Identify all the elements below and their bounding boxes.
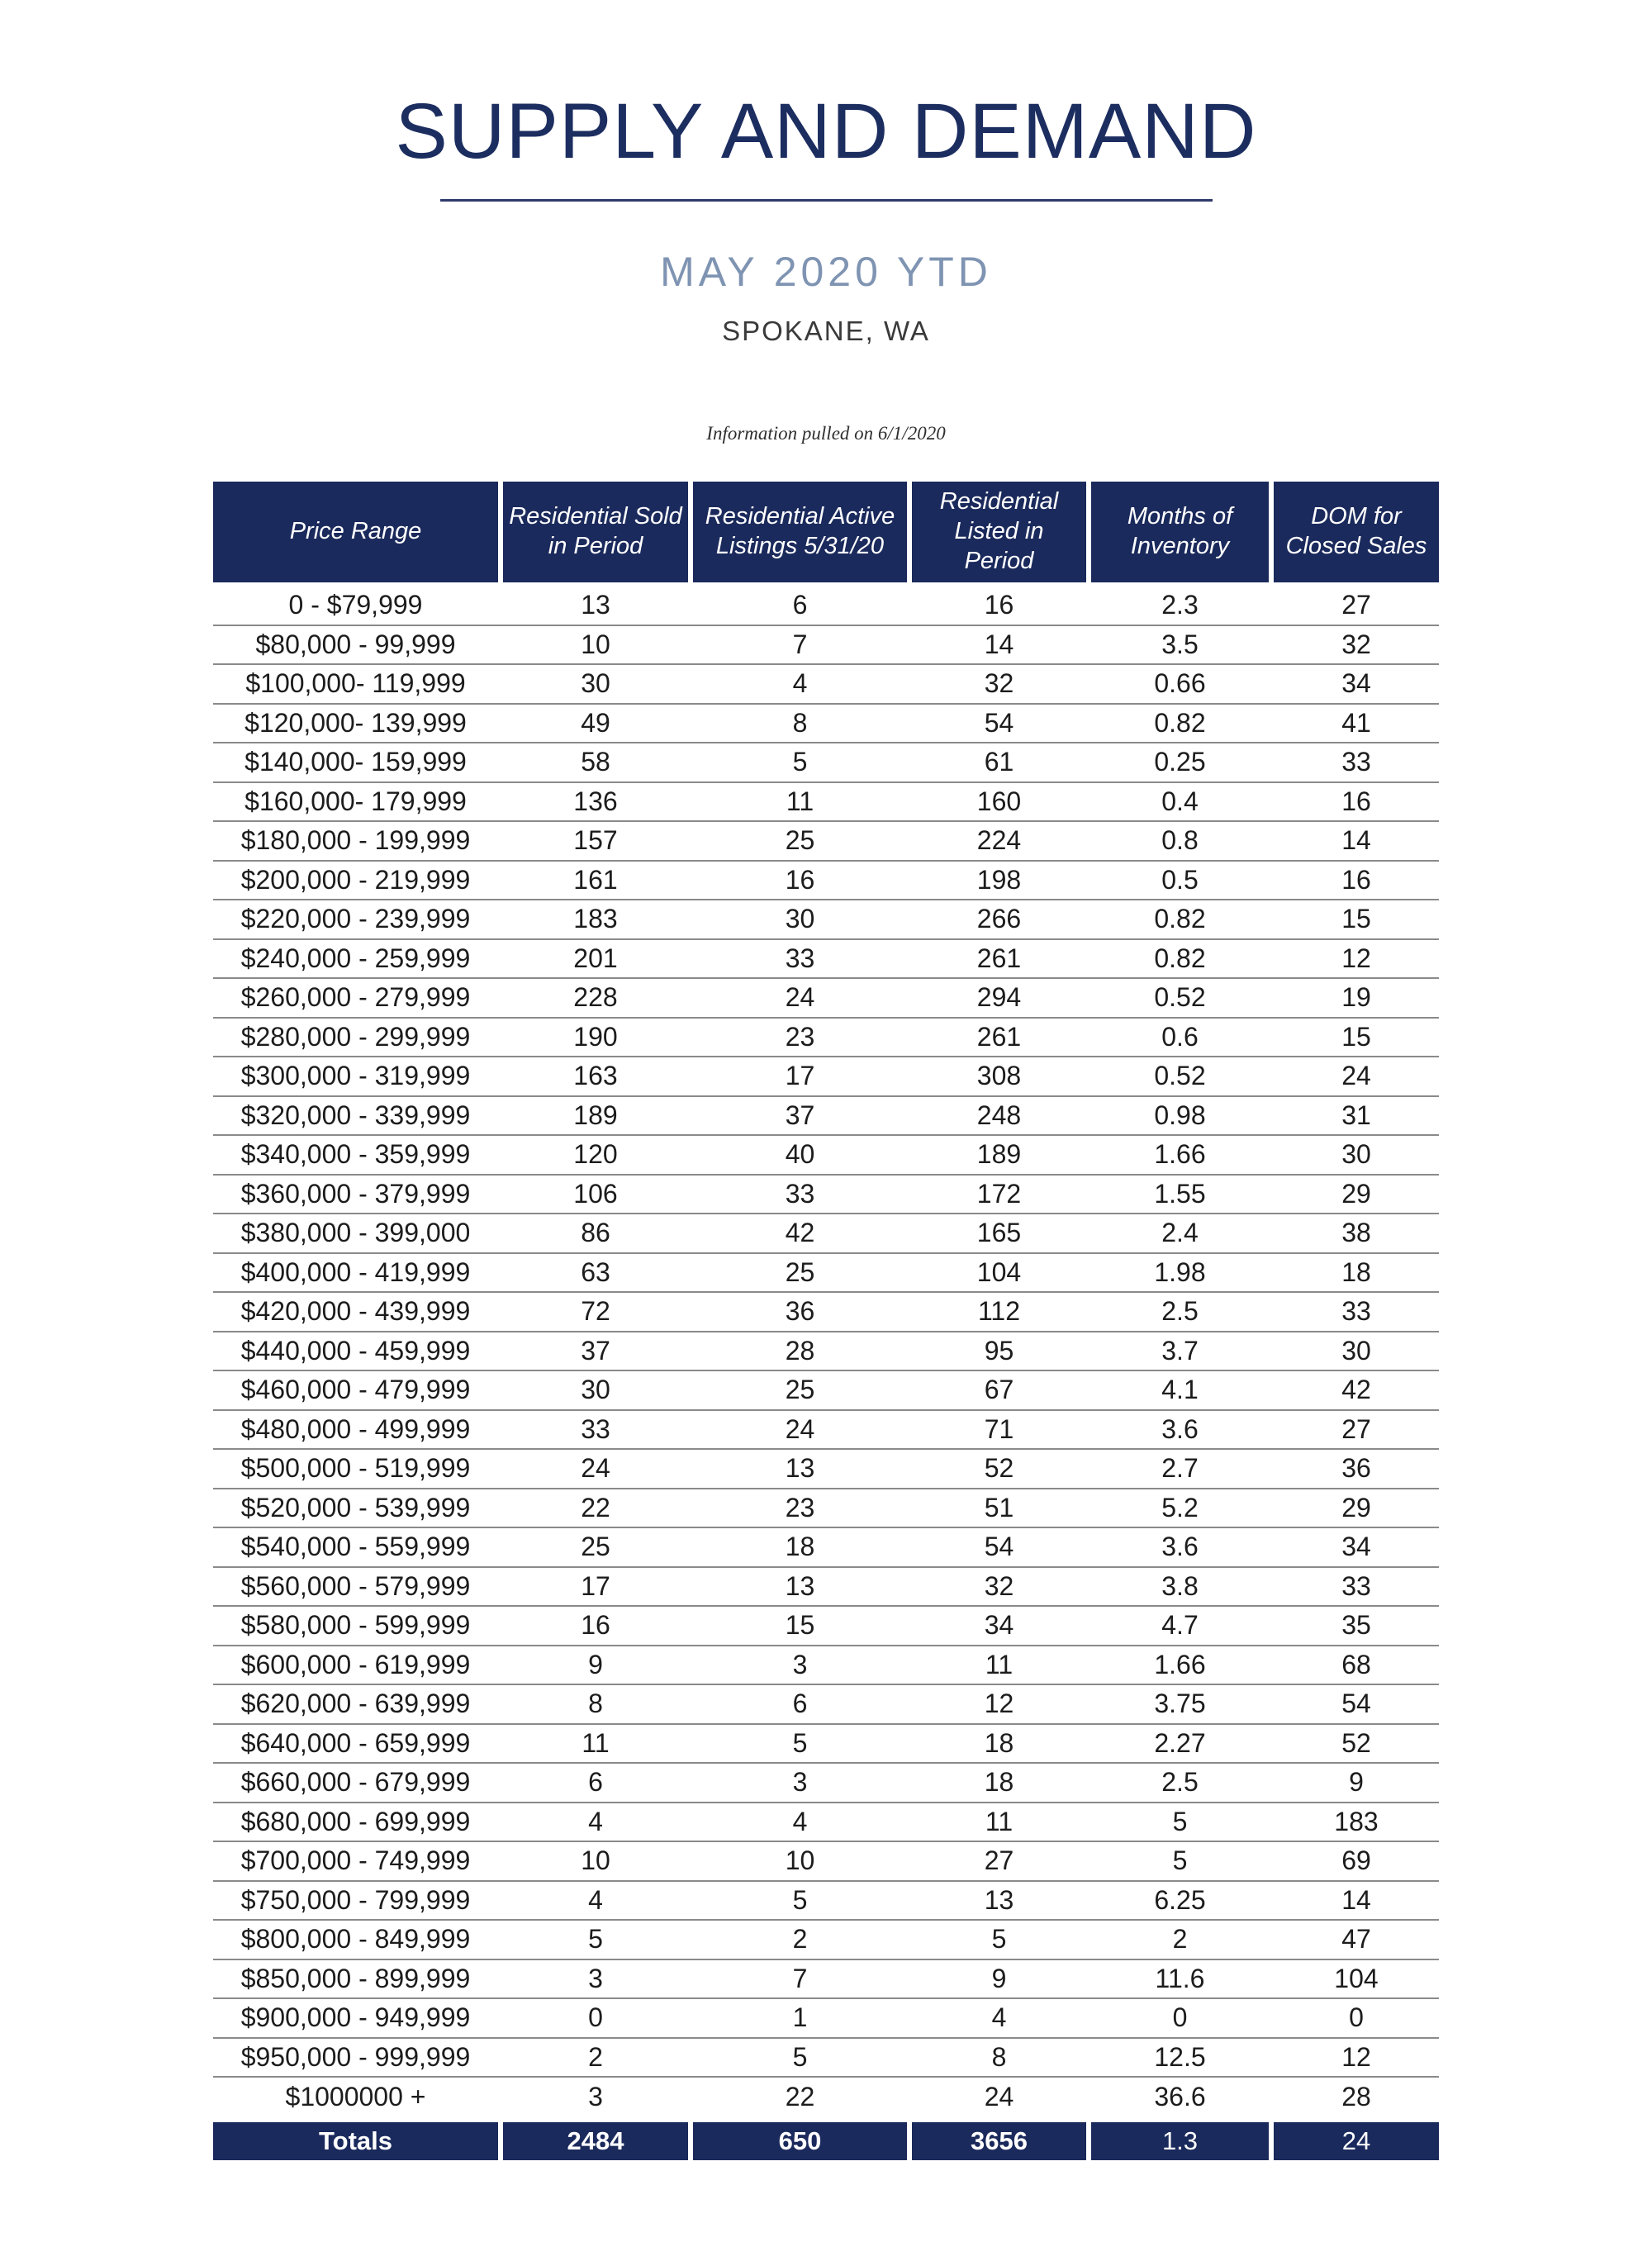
months-inventory-cell: 0.82 [1154, 943, 1206, 973]
listed-in-period-cell: 54 [984, 707, 1014, 738]
active-listings-cell: 16 [785, 864, 815, 895]
table-row [213, 1332, 1439, 1372]
listed-in-period-cell: 32 [984, 1570, 1014, 1601]
active-listings-cell: 42 [785, 1218, 815, 1248]
listed-in-period-cell: 104 [976, 1256, 1022, 1287]
totals-row [213, 2122, 1439, 2160]
price-range-cell: 0 - $79,999 [288, 590, 423, 620]
dom-closed-sales-cell: 15 [1341, 904, 1371, 934]
sold-in-period-cell: 58 [581, 747, 610, 777]
active-listings-cell: 24 [785, 1413, 815, 1444]
months-inventory-cell: 3.5 [1161, 629, 1199, 659]
table-row [213, 1371, 1439, 1411]
sold-in-period-cell: 16 [581, 1610, 610, 1641]
listed-in-period-cell: 224 [976, 825, 1022, 856]
dom-closed-sales-cell: 14 [1341, 1884, 1371, 1915]
dom-closed-sales-cell: 27 [1341, 1413, 1371, 1444]
price-range-cell: $80,000 - 99,999 [255, 629, 456, 659]
months-inventory-cell: 5 [1172, 1806, 1188, 1836]
price-range-cell: $520,000 - 539,999 [240, 1492, 471, 1522]
table-row [213, 1411, 1439, 1451]
table-row [213, 1646, 1439, 1686]
table-row [213, 1136, 1439, 1176]
months-inventory-cell: 2.5 [1161, 1296, 1199, 1327]
listed-in-period-cell: 266 [976, 904, 1022, 934]
totals-dom: 24 [1274, 2122, 1439, 2160]
dom-closed-sales-cell: 18 [1341, 1256, 1371, 1287]
listed-in-period-cell: 198 [976, 864, 1022, 895]
price-range-cell: $500,000 - 519,999 [240, 1453, 471, 1484]
dom-closed-sales-cell: 183 [1334, 1806, 1379, 1836]
active-listings-cell: 11 [786, 786, 814, 816]
table-body [213, 587, 1439, 2117]
dom-closed-sales-cell: 19 [1341, 982, 1371, 1013]
sold-in-period-cell: 5 [588, 1924, 603, 1955]
column-header-sold-in-period: Residential Sold in Period [503, 482, 688, 582]
dom-closed-sales-cell: 30 [1341, 1335, 1371, 1366]
listed-in-period-cell: 14 [984, 629, 1014, 659]
listed-in-period-cell: 160 [976, 786, 1022, 816]
active-listings-cell: 3 [792, 1767, 808, 1798]
column-header-dom-closed-sales: DOM for Closed Sales [1274, 482, 1439, 582]
sold-in-period-cell: 30 [581, 1375, 610, 1405]
table-row [213, 1842, 1439, 1882]
price-range-cell: $800,000 - 849,999 [240, 1924, 471, 1955]
price-range-cell: $680,000 - 699,999 [240, 1806, 471, 1836]
active-listings-cell: 4 [792, 668, 808, 699]
dom-closed-sales-cell: 34 [1341, 1532, 1371, 1562]
table-row [213, 822, 1439, 862]
months-inventory-cell: 1.66 [1154, 1139, 1206, 1170]
active-listings-cell: 15 [785, 1610, 815, 1641]
price-range-cell: $580,000 - 599,999 [240, 1610, 471, 1641]
supply-demand-table [213, 482, 1439, 2160]
sold-in-period-cell: 9 [588, 1649, 603, 1679]
price-range-cell: $360,000 - 379,999 [240, 1178, 471, 1209]
months-inventory-cell: 4.7 [1161, 1610, 1199, 1641]
months-inventory-cell: 11.6 [1155, 1963, 1205, 1993]
months-inventory-cell: 1.98 [1154, 1256, 1206, 1287]
months-inventory-cell: 0.6 [1161, 1021, 1199, 1052]
table-row [213, 2039, 1439, 2078]
active-listings-cell: 33 [785, 1178, 815, 1209]
sold-in-period-cell: 10 [581, 629, 610, 659]
sold-in-period-cell: 228 [573, 982, 618, 1013]
sold-in-period-cell: 30 [581, 668, 610, 699]
price-range-cell: $280,000 - 299,999 [240, 1021, 471, 1052]
dom-closed-sales-cell: 33 [1341, 1570, 1371, 1601]
price-range-cell: $900,000 - 949,999 [240, 2002, 471, 2033]
price-range-cell: $300,000 - 319,999 [240, 1061, 471, 1091]
price-range-cell: $750,000 - 799,999 [240, 1884, 471, 1915]
listed-in-period-cell: 52 [984, 1453, 1014, 1484]
price-range-cell: $950,000 - 999,999 [240, 2041, 471, 2072]
dom-closed-sales-cell: 24 [1341, 1061, 1371, 1091]
months-inventory-cell: 0.98 [1154, 1100, 1206, 1130]
sold-in-period-cell: 120 [573, 1139, 618, 1170]
table-row [213, 783, 1439, 823]
table-row [213, 1097, 1439, 1137]
sold-in-period-cell: 4 [588, 1884, 603, 1915]
totals-active-listings: 650 [693, 2122, 907, 2160]
months-inventory-cell: 2.7 [1161, 1453, 1199, 1484]
listed-in-period-cell: 51 [984, 1492, 1014, 1522]
price-range-cell: $1000000 + [285, 2082, 426, 2112]
active-listings-cell: 33 [785, 943, 815, 973]
listed-in-period-cell: 24 [984, 2082, 1014, 2112]
sold-in-period-cell: 10 [581, 1845, 610, 1876]
sold-in-period-cell: 11 [582, 1727, 610, 1758]
months-inventory-cell: 0.5 [1161, 864, 1199, 895]
price-range-cell: $440,000 - 459,999 [240, 1335, 471, 1366]
active-listings-cell: 7 [792, 1963, 808, 1993]
dom-closed-sales-cell: 104 [1334, 1963, 1379, 1993]
dom-closed-sales-cell: 12 [1341, 2041, 1371, 2072]
sold-in-period-cell: 163 [573, 1061, 618, 1091]
price-range-cell: $420,000 - 439,999 [240, 1296, 471, 1327]
table-row [213, 1764, 1439, 1803]
dom-closed-sales-cell: 42 [1341, 1375, 1371, 1405]
price-range-cell: $380,000 - 399,000 [240, 1218, 471, 1248]
sold-in-period-cell: 190 [573, 1021, 618, 1052]
sold-in-period-cell: 189 [573, 1100, 618, 1130]
table-row [213, 1568, 1439, 1608]
active-listings-cell: 5 [792, 1727, 808, 1758]
active-listings-cell: 5 [792, 747, 808, 777]
months-inventory-cell: 0 [1172, 2002, 1188, 2033]
sold-in-period-cell: 63 [581, 1256, 610, 1287]
totals-label: Totals [213, 2122, 498, 2160]
sold-in-period-cell: 37 [581, 1335, 610, 1366]
dom-closed-sales-cell: 12 [1341, 943, 1371, 973]
dom-closed-sales-cell: 15 [1341, 1021, 1371, 1052]
sold-in-period-cell: 13 [581, 590, 610, 620]
active-listings-cell: 13 [785, 1570, 815, 1601]
dom-closed-sales-cell: 29 [1341, 1178, 1371, 1209]
report-period-subtitle: MAY 2020 YTD [660, 249, 992, 295]
months-inventory-cell: 0.4 [1161, 786, 1199, 816]
table-row [213, 1999, 1439, 2039]
dom-closed-sales-cell: 16 [1341, 786, 1371, 816]
sold-in-period-cell: 49 [581, 707, 610, 738]
dom-closed-sales-cell: 27 [1341, 590, 1371, 620]
listed-in-period-cell: 95 [984, 1335, 1014, 1366]
active-listings-cell: 13 [785, 1453, 815, 1484]
dom-closed-sales-cell: 52 [1341, 1727, 1371, 1758]
active-listings-cell: 25 [785, 1256, 815, 1287]
months-inventory-cell: 0.52 [1154, 982, 1206, 1013]
months-inventory-cell: 3.8 [1161, 1570, 1199, 1601]
listed-in-period-cell: 189 [976, 1139, 1022, 1170]
active-listings-cell: 6 [792, 1689, 808, 1719]
table-row [213, 1960, 1439, 2000]
listed-in-period-cell: 172 [976, 1178, 1022, 1209]
price-range-cell: $620,000 - 639,999 [240, 1689, 471, 1719]
sold-in-period-cell: 86 [581, 1218, 610, 1248]
table-row [213, 1528, 1439, 1568]
months-inventory-cell: 2.27 [1154, 1727, 1206, 1758]
months-inventory-cell: 3.75 [1154, 1689, 1206, 1719]
months-inventory-cell: 2.5 [1161, 1767, 1199, 1798]
months-inventory-cell: 36.6 [1154, 2082, 1206, 2112]
sold-in-period-cell: 33 [581, 1413, 610, 1444]
totals-sold: 2484 [503, 2122, 688, 2160]
months-inventory-cell: 3.7 [1161, 1335, 1199, 1366]
price-range-cell: $660,000 - 679,999 [240, 1767, 471, 1798]
months-inventory-cell: 3.6 [1161, 1413, 1199, 1444]
dom-closed-sales-cell: 0 [1349, 2002, 1364, 2033]
sold-in-period-cell: 4 [588, 1806, 603, 1836]
active-listings-cell: 40 [785, 1139, 815, 1170]
months-inventory-cell: 0.66 [1154, 668, 1206, 699]
active-listings-cell: 30 [785, 904, 815, 934]
table-row [213, 1019, 1439, 1058]
listed-in-period-cell: 27 [984, 1845, 1014, 1876]
listed-in-period-cell: 12 [984, 1689, 1014, 1719]
price-range-cell: $480,000 - 499,999 [240, 1413, 471, 1444]
table-row [213, 1293, 1439, 1332]
listed-in-period-cell: 32 [984, 668, 1014, 699]
dom-closed-sales-cell: 69 [1341, 1845, 1371, 1876]
sold-in-period-cell: 157 [573, 825, 618, 856]
active-listings-cell: 8 [792, 707, 808, 738]
table-row [213, 2078, 1439, 2117]
dom-closed-sales-cell: 14 [1341, 825, 1371, 856]
active-listings-cell: 1 [792, 2002, 808, 2033]
price-range-cell: $540,000 - 559,999 [240, 1532, 471, 1562]
active-listings-cell: 10 [785, 1845, 815, 1876]
active-listings-cell: 28 [785, 1335, 815, 1366]
sold-in-period-cell: 136 [573, 786, 618, 816]
dom-closed-sales-cell: 32 [1341, 629, 1371, 659]
column-header-active-listings: Residential Active Listings 5/31/20 [693, 482, 907, 582]
price-range-cell: $240,000 - 259,999 [240, 943, 471, 973]
active-listings-cell: 5 [792, 2041, 808, 2072]
months-inventory-cell: 12.5 [1154, 2041, 1206, 2072]
active-listings-cell: 7 [792, 629, 808, 659]
active-listings-cell: 2 [792, 1924, 808, 1955]
listed-in-period-cell: 248 [976, 1100, 1022, 1130]
price-range-cell: $340,000 - 359,999 [240, 1139, 471, 1170]
months-inventory-cell: 0.52 [1154, 1061, 1206, 1091]
table-row [213, 940, 1439, 980]
table-header-row [213, 482, 1439, 582]
sold-in-period-cell: 6 [588, 1767, 603, 1798]
price-range-cell: $100,000- 119,999 [245, 668, 466, 699]
active-listings-cell: 36 [785, 1296, 815, 1327]
active-listings-cell: 37 [785, 1100, 815, 1130]
listed-in-period-cell: 18 [984, 1767, 1014, 1798]
dom-closed-sales-cell: 30 [1341, 1139, 1371, 1170]
table-row [213, 1057, 1439, 1097]
dom-closed-sales-cell: 54 [1341, 1689, 1371, 1719]
dom-closed-sales-cell: 38 [1341, 1218, 1371, 1248]
sold-in-period-cell: 24 [581, 1453, 610, 1484]
listed-in-period-cell: 294 [976, 982, 1022, 1013]
totals-months-inventory: 1.3 [1091, 2122, 1269, 2160]
dom-closed-sales-cell: 31 [1341, 1100, 1371, 1130]
sold-in-period-cell: 17 [581, 1570, 610, 1601]
dom-closed-sales-cell: 33 [1341, 1296, 1371, 1327]
active-listings-cell: 17 [785, 1061, 815, 1091]
listed-in-period-cell: 8 [991, 2041, 1007, 2072]
active-listings-cell: 23 [785, 1492, 815, 1522]
listed-in-period-cell: 11 [985, 1806, 1014, 1836]
listed-in-period-cell: 13 [984, 1884, 1014, 1915]
table-row [213, 979, 1439, 1019]
table-row [213, 1725, 1439, 1765]
table-row [213, 1803, 1439, 1843]
sold-in-period-cell: 3 [588, 2082, 603, 2112]
listed-in-period-cell: 18 [984, 1727, 1014, 1758]
listed-in-period-cell: 261 [976, 943, 1022, 973]
price-range-cell: $260,000 - 279,999 [240, 982, 471, 1013]
price-range-cell: $140,000- 159,999 [244, 747, 467, 777]
sold-in-period-cell: 2 [588, 2041, 603, 2072]
price-range-cell: $200,000 - 219,999 [240, 864, 471, 895]
table-row [213, 1685, 1439, 1725]
months-inventory-cell: 2.4 [1161, 1218, 1199, 1248]
table-row [213, 626, 1439, 666]
report-header [0, 0, 1652, 444]
title-underline [440, 199, 1213, 202]
table-row [213, 1254, 1439, 1294]
sold-in-period-cell: 0 [588, 2002, 603, 2033]
dom-closed-sales-cell: 16 [1341, 864, 1371, 895]
sold-in-period-cell: 161 [573, 864, 618, 895]
dom-closed-sales-cell: 36 [1341, 1453, 1371, 1484]
table-row [213, 665, 1439, 705]
table-row [213, 1489, 1439, 1529]
price-range-cell: $180,000 - 199,999 [240, 825, 471, 856]
dom-closed-sales-cell: 35 [1341, 1610, 1371, 1641]
table-row [213, 862, 1439, 901]
price-range-cell: $460,000 - 479,999 [240, 1375, 471, 1405]
price-range-cell: $560,000 - 579,999 [240, 1570, 471, 1601]
active-listings-cell: 25 [785, 1375, 815, 1405]
months-inventory-cell: 2 [1172, 1924, 1188, 1955]
listed-in-period-cell: 16 [984, 590, 1014, 620]
active-listings-cell: 5 [792, 1884, 808, 1915]
column-header-months-of-inventory: Months of Inventory [1091, 482, 1269, 582]
active-listings-cell: 4 [792, 1806, 808, 1836]
listed-in-period-cell: 34 [984, 1610, 1014, 1641]
page-title: SUPPLY AND DEMAND [395, 88, 1257, 175]
price-range-cell: $700,000 - 749,999 [240, 1845, 471, 1876]
months-inventory-cell: 1.66 [1154, 1649, 1206, 1679]
listed-in-period-cell: 308 [976, 1061, 1022, 1091]
table-row [213, 1450, 1439, 1489]
info-pulled-note: Information pulled on 6/1/2020 [706, 423, 946, 444]
active-listings-cell: 3 [792, 1649, 808, 1679]
sold-in-period-cell: 22 [581, 1492, 610, 1522]
active-listings-cell: 6 [792, 590, 808, 620]
table-row [213, 705, 1439, 744]
months-inventory-cell: 4.1 [1161, 1375, 1199, 1405]
table-row [213, 1882, 1439, 1921]
totals-listed: 3656 [912, 2122, 1086, 2160]
table-row [213, 587, 1439, 626]
sold-in-period-cell: 72 [581, 1296, 610, 1327]
sold-in-period-cell: 3 [588, 1963, 603, 1993]
listed-in-period-cell: 5 [991, 1924, 1007, 1955]
months-inventory-cell: 6.25 [1154, 1884, 1206, 1915]
price-range-cell: $850,000 - 899,999 [240, 1963, 471, 1993]
dom-closed-sales-cell: 41 [1341, 707, 1371, 738]
listed-in-period-cell: 4 [991, 2002, 1007, 2033]
dom-closed-sales-cell: 34 [1341, 668, 1371, 699]
table-row [213, 1607, 1439, 1646]
table-row [213, 1921, 1439, 1960]
table-row [213, 1176, 1439, 1215]
months-inventory-cell: 0.8 [1161, 825, 1199, 856]
price-range-cell: $320,000 - 339,999 [240, 1100, 471, 1130]
sold-in-period-cell: 201 [573, 943, 618, 973]
months-inventory-cell: 0.25 [1154, 747, 1206, 777]
dom-closed-sales-cell: 47 [1341, 1924, 1371, 1955]
dom-closed-sales-cell: 33 [1341, 747, 1371, 777]
dom-closed-sales-cell: 68 [1341, 1649, 1371, 1679]
table-row [213, 1214, 1439, 1254]
active-listings-cell: 25 [785, 825, 815, 856]
sold-in-period-cell: 106 [573, 1178, 618, 1209]
listed-in-period-cell: 9 [991, 1963, 1007, 1993]
listed-in-period-cell: 112 [977, 1296, 1020, 1327]
listed-in-period-cell: 54 [984, 1532, 1014, 1562]
months-inventory-cell: 2.3 [1161, 590, 1199, 620]
table-row [213, 743, 1439, 783]
price-range-cell: $400,000 - 419,999 [240, 1256, 471, 1287]
sold-in-period-cell: 183 [573, 904, 618, 934]
months-inventory-cell: 5 [1172, 1845, 1188, 1876]
price-range-cell: $600,000 - 619,999 [240, 1649, 471, 1679]
price-range-cell: $220,000 - 239,999 [240, 904, 471, 934]
active-listings-cell: 22 [785, 2082, 815, 2112]
active-listings-cell: 24 [785, 982, 815, 1013]
price-range-cell: $160,000- 179,999 [244, 786, 467, 816]
months-inventory-cell: 0.82 [1154, 904, 1206, 934]
listed-in-period-cell: 165 [976, 1218, 1022, 1248]
dom-closed-sales-cell: 28 [1341, 2082, 1371, 2112]
listed-in-period-cell: 61 [984, 747, 1014, 777]
listed-in-period-cell: 11 [985, 1649, 1014, 1679]
months-inventory-cell: 1.55 [1154, 1178, 1206, 1209]
price-range-cell: $640,000 - 659,999 [240, 1727, 471, 1758]
active-listings-cell: 23 [785, 1021, 815, 1052]
dom-closed-sales-cell: 29 [1341, 1492, 1371, 1522]
listed-in-period-cell: 71 [984, 1413, 1014, 1444]
dom-closed-sales-cell: 9 [1349, 1767, 1364, 1798]
months-inventory-cell: 5.2 [1161, 1492, 1199, 1522]
sold-in-period-cell: 25 [581, 1532, 610, 1562]
sold-in-period-cell: 8 [588, 1689, 603, 1719]
months-inventory-cell: 0.82 [1154, 707, 1206, 738]
listed-in-period-cell: 261 [976, 1021, 1022, 1052]
price-range-cell: $120,000- 139,999 [244, 707, 467, 738]
active-listings-cell: 18 [785, 1532, 815, 1562]
column-header-price-range: Price Range [213, 482, 498, 582]
months-inventory-cell: 3.6 [1161, 1532, 1199, 1562]
table-row [213, 900, 1439, 940]
column-header-listed-in-period: Residential Listed in Period [912, 482, 1086, 582]
report-location: SPOKANE, WA [722, 316, 930, 346]
listed-in-period-cell: 67 [984, 1375, 1014, 1405]
